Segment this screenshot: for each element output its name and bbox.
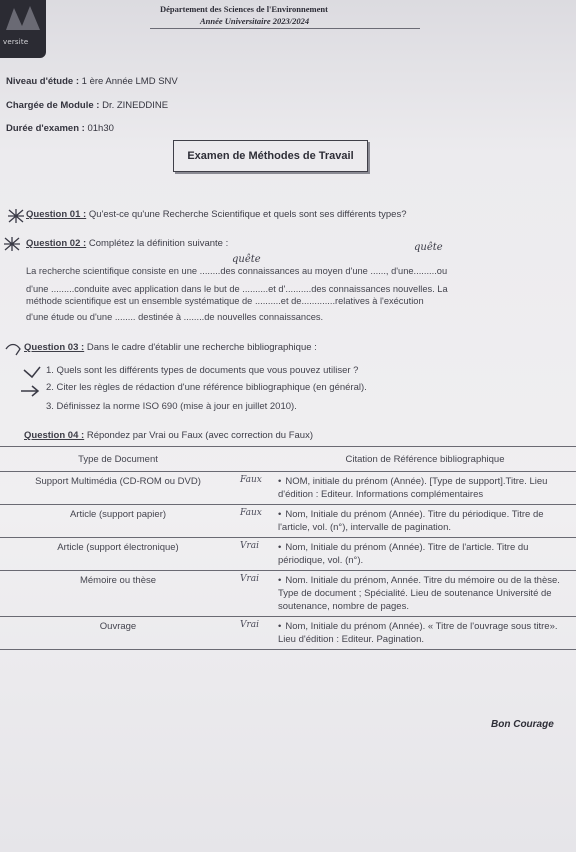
question-04 [24, 430, 313, 441]
q3-item-2: 2. Citer les règles de rédaction d'une référence bibliographique (en général). [46, 382, 367, 393]
definition-line-3: méthode scientifique est un ensemble systématique de ..........et de.............relatives à l'exécution [26, 296, 424, 306]
row-citation-text: Nom. Initiale du prénom, Année. Titre du mémoire ou de la thèse. Type de document ; Spécialité. Lieu de soutenance Université de soutenance, nombre de pages. [278, 575, 560, 612]
row-citation [274, 472, 576, 505]
bullet-icon: • [278, 509, 282, 520]
definition-line-1: La recherche scientifique consiste en une ........des connaissances au moyen d'une ......, d'une.........ou [26, 266, 448, 276]
row-answer-mark: Faux [236, 472, 274, 505]
duree-value: 01h30 [87, 123, 114, 134]
table-row [0, 571, 576, 617]
handwritten-check-icon [22, 364, 42, 380]
bullet-icon: • [278, 476, 282, 487]
sign-off: Bon Courage [491, 719, 554, 730]
row-citation-text: Nom, Initiale du prénom (Année). Titre de l'article. Titre du périodique, vol. (n°). [278, 542, 529, 566]
handwritten-arrow-icon [20, 381, 40, 397]
chargee-label: Chargée de Module : [6, 100, 100, 111]
row-type: Article (support papier) [0, 505, 236, 538]
bullet-icon: • [278, 621, 282, 632]
row-answer-mark: Vrai [236, 571, 274, 617]
row-type: Mémoire ou thèse [0, 571, 236, 617]
handwritten-note: quête [232, 254, 261, 265]
meta-niveau [6, 76, 178, 87]
header-divider [150, 28, 420, 29]
question-02-label: Question 02 : [26, 238, 87, 249]
handwritten-star-icon [2, 236, 22, 252]
academic-year: Année Universitaire 2023/2024 [200, 16, 310, 26]
meta-duree [6, 123, 114, 134]
question-04-text: Répondez par Vrai ou Faux (avec correction du Faux) [86, 430, 314, 441]
table-row [0, 538, 576, 571]
question-01 [26, 209, 407, 220]
q3-item-3: 3. Définissez la norme ISO 690 (mise à jour en juillet 2010). [46, 401, 297, 412]
row-citation-text: Nom, Initiale du prénom (Année). Titre du périodique. Titre de l'article, vol. (n°), intervalle de pagination. [278, 509, 544, 533]
table-row [0, 617, 576, 650]
row-answer-mark: Vrai [236, 538, 274, 571]
bullet-icon: • [278, 542, 282, 553]
row-citation-text: NOM, initiale du prénom (Année). [Type de support].Titre. Lieu d'édition : Editeur. Informations complémentaires [278, 476, 548, 500]
row-answer-mark: Vrai [236, 617, 274, 650]
exam-title: Examen de Méthodes de Travail [173, 140, 368, 172]
row-answer-mark: Faux [236, 505, 274, 538]
definition-line-4: d'une étude ou d'une ........ destinée à ........de nouvelles connaissances. [26, 312, 324, 322]
university-logo [0, 0, 46, 58]
question-03-text: Dans le cadre d'établir une recherche bibliographique : [86, 342, 317, 353]
logo-text: versite [3, 38, 29, 46]
handwritten-star-icon [6, 208, 26, 224]
bullet-icon: • [278, 575, 282, 586]
row-type: Article (support électronique) [0, 538, 236, 571]
meta-chargee [6, 100, 168, 111]
question-03 [24, 342, 317, 353]
question-01-label: Question 01 : [26, 209, 87, 220]
row-citation [274, 571, 576, 617]
chargee-value: Dr. ZINEDDINE [102, 100, 169, 111]
niveau-label: Niveau d'étude : [6, 76, 79, 87]
row-type: Support Multimédia (CD-ROM ou DVD) [0, 472, 236, 505]
table-row [0, 472, 576, 505]
handwritten-note: quête [414, 242, 443, 253]
duree-label: Durée d'examen : [6, 123, 85, 134]
header-type: Type de Document [0, 447, 236, 472]
definition-line-2: d'une .........conduite avec application dans le but de ..........et d'..........des connaissances nouvelles. La [26, 284, 448, 294]
row-citation-text: Nom, Initiale du prénom (Année). « Titre de l'ouvrage sous titre». Lieu d'édition : Editeur. Pagination. [278, 621, 558, 645]
question-04-label: Question 04 : [24, 430, 85, 441]
question-02-text: Complétez la définition suivante : [88, 238, 229, 249]
question-02 [26, 238, 228, 249]
table-header-row [0, 447, 576, 472]
header-citation: Citation de Référence bibliographique [274, 447, 576, 472]
handwritten-check-icon [4, 341, 24, 357]
row-citation [274, 617, 576, 650]
q3-item-1: 1. Quels sont les différents types de documents que vous pouvez utiliser ? [46, 365, 359, 376]
row-citation [274, 538, 576, 571]
logo-emblem-icon [0, 0, 46, 36]
row-type: Ouvrage [0, 617, 236, 650]
question-01-text: Qu'est-ce qu'une Recherche Scientifique et quels sont ses différents types? [88, 209, 407, 220]
department-header: Département des Sciences de l'Environnement [160, 4, 328, 14]
niveau-value: 1 ère Année LMD SNV [81, 76, 178, 87]
question-03-label: Question 03 : [24, 342, 85, 353]
header-spacer [236, 447, 274, 472]
row-citation [274, 505, 576, 538]
table-row [0, 505, 576, 538]
reference-table [0, 446, 576, 650]
